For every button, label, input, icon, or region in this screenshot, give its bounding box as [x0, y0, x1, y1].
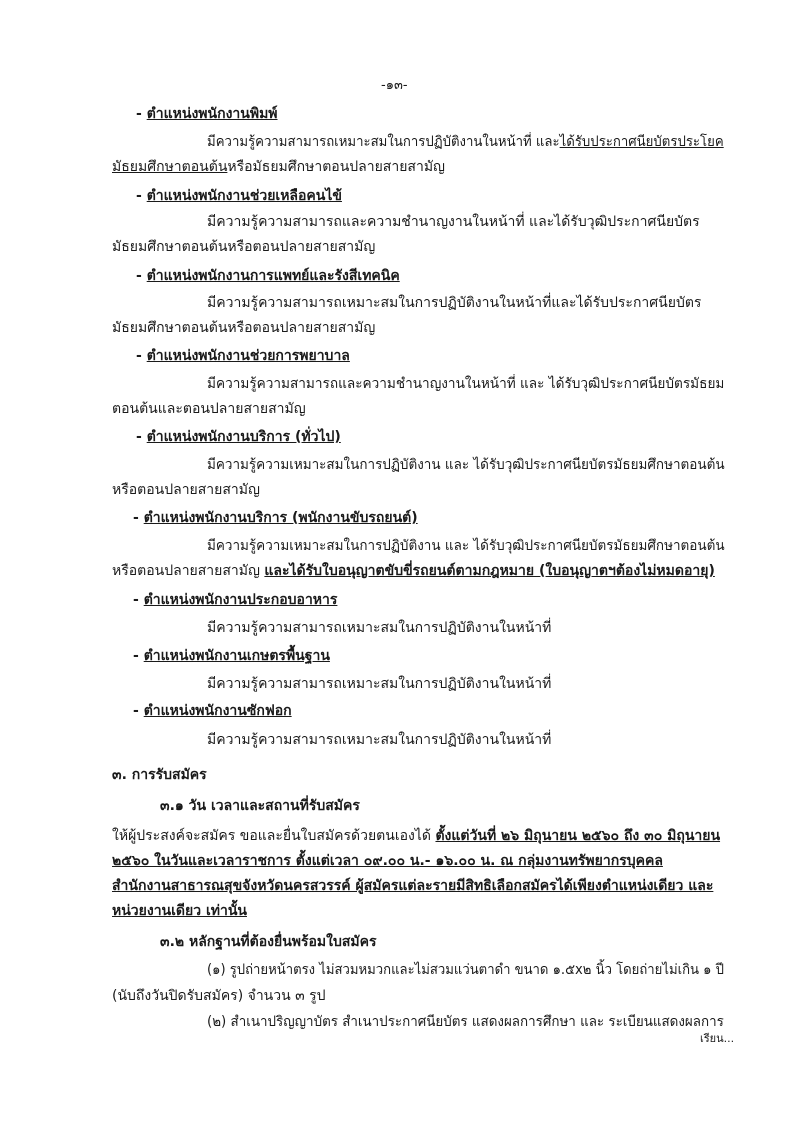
position-desc-line: มัธยมศึกษาตอนต้นหรือตอนปลายสายสามัญ: [112, 239, 376, 255]
paragraph-line: ๒๕๖๐ ในวันและเวลาราชการ ตั้งแต่เวลา ๐๙.๐๐ น.- ๑๖.๐๐ น. ณ กลุ่มงานทรัพยากรบุคคล: [112, 853, 663, 869]
position-desc-line: หรือตอนปลายสายสามัญ และได้รับใบอนุญาตขับขี่รถยนต์ตามกฎหมาย (ใบอนุญาตฯต้องไม่หมดอายุ): [112, 563, 715, 579]
list-item-line: (๑) รูปถ่ายหน้าตรง ไม่สวมหมวกและไม่สวมแว่นตาดำ ขนาด ๑.๕x๒ นิ้ว โดยถ่ายไม่เกิน ๑ ปี: [207, 962, 725, 978]
position-desc-line: มีความรู้ความสามารถเหมาะสมในการปฏิบัติงานในหน้าที่: [207, 676, 552, 692]
position-heading-laundry: - ตำแหน่งพนักงานซักฟอก: [133, 703, 292, 719]
position-desc-line: มีความรู้ความสามารถและความชำนาญงานในหน้าที่ และ ได้รับวุฒิประกาศนียบัตรมัธยม: [207, 376, 725, 392]
position-desc-line: มีความรู้ความสามารถเหมาะสมในการปฏิบัติงานในหน้าที่และได้รับประกาศนียบัตร: [207, 295, 702, 311]
position-heading-nursing-aide: - ตำแหน่งพนักงานช่วยการพยาบาล: [136, 348, 350, 364]
subsection-heading: ๓.๒ หลักฐานที่ต้องยื่นพร้อมใบสมัคร: [160, 934, 377, 950]
paragraph-line: สำนักงานสาธารณสุขจังหวัดนครสวรรค์ ผู้สมัครแต่ละรายมีสิทธิเลือกสมัครได้เพียงตำแหน่งเดียว และ: [112, 878, 714, 894]
list-item-line: (๒) สำเนาปริญญาบัตร สำเนาประกาศนียบัตร แสดงผลการศึกษา และ ระเบียนแสดงผลการ: [207, 1014, 724, 1030]
position-desc-line: มัธยมศึกษาตอนต้นหรือตอนปลายสายสามัญ: [112, 320, 376, 336]
position-desc-line: มีความรู้ความสามารถเหมาะสมในการปฏิบัติงานในหน้าที่ และได้รับประกาศนียบัตรประโยค: [207, 134, 724, 150]
position-desc-line: หรือตอนปลายสายสามัญ: [112, 482, 260, 498]
position-heading-driver: - ตำแหน่งพนักงานบริการ (พนักงานขับรถยนต์): [133, 510, 418, 526]
position-desc-line: มัธยมศึกษาตอนต้นหรือมัธยมศึกษาตอนปลายสายสามัญ: [112, 159, 445, 175]
page-number: -๑๓-: [381, 78, 408, 93]
continuation-marker: เรียน...: [700, 1032, 735, 1045]
position-desc-line: มีความรู้ความเหมาะสมในการปฏิบัติงาน และ ได้รับวุฒิประกาศนียบัตรมัธยมศึกษาตอนต้น: [207, 457, 725, 473]
position-heading-patient-aide: - ตำแหน่งพนักงานช่วยเหลือคนไข้: [136, 188, 342, 204]
position-heading-medical-radiology: - ตำแหน่งพนักงานการแพทย์และรังสีเทคนิค: [136, 268, 400, 284]
position-heading-typist: - ตำแหน่งพนักงานพิมพ์: [136, 106, 278, 122]
paragraph-line: หน่วยงานเดียว เท่านั้น: [112, 903, 247, 919]
paragraph-line: ให้ผู้ประสงค์จะสมัคร ขอและยื่นใบสมัครด้วยตนเองได้ ตั้งแต่วันที่ ๒๖ มิถุนายน ๒๕๖๐ ถึง ๓๐ มิถุนายน: [112, 828, 721, 844]
position-desc-line: มีความรู้ความสามารถเหมาะสมในการปฏิบัติงานในหน้าที่: [207, 732, 552, 748]
subsection-heading: ๓.๑ วัน เวลาและสถานที่รับสมัคร: [160, 798, 360, 814]
position-heading-agriculture: - ตำแหน่งพนักงานเกษตรพื้นฐาน: [133, 648, 330, 664]
position-desc-line: ตอนต้นและตอนปลายสายสามัญ: [112, 401, 306, 417]
position-heading-general-service: - ตำแหน่งพนักงานบริการ (ทั่วไป): [136, 429, 341, 445]
position-desc-line: มีความรู้ความสามารถและความชำนาญงานในหน้าที่ และได้รับวุฒิประกาศนียบัตร: [207, 214, 700, 230]
section-heading: ๓. การรับสมัคร: [112, 767, 207, 783]
position-desc-line: มีความรู้ความสามารถเหมาะสมในการปฏิบัติงานในหน้าที่: [207, 620, 552, 636]
position-heading-cook: - ตำแหน่งพนักงานประกอบอาหาร: [133, 592, 338, 608]
position-desc-line: มีความรู้ความเหมาะสมในการปฏิบัติงาน และ ได้รับวุฒิประกาศนียบัตรมัธยมศึกษาตอนต้น: [207, 538, 725, 554]
list-item-line: (นับถึงวันปิดรับสมัคร) จำนวน ๓ รูป: [112, 988, 326, 1004]
